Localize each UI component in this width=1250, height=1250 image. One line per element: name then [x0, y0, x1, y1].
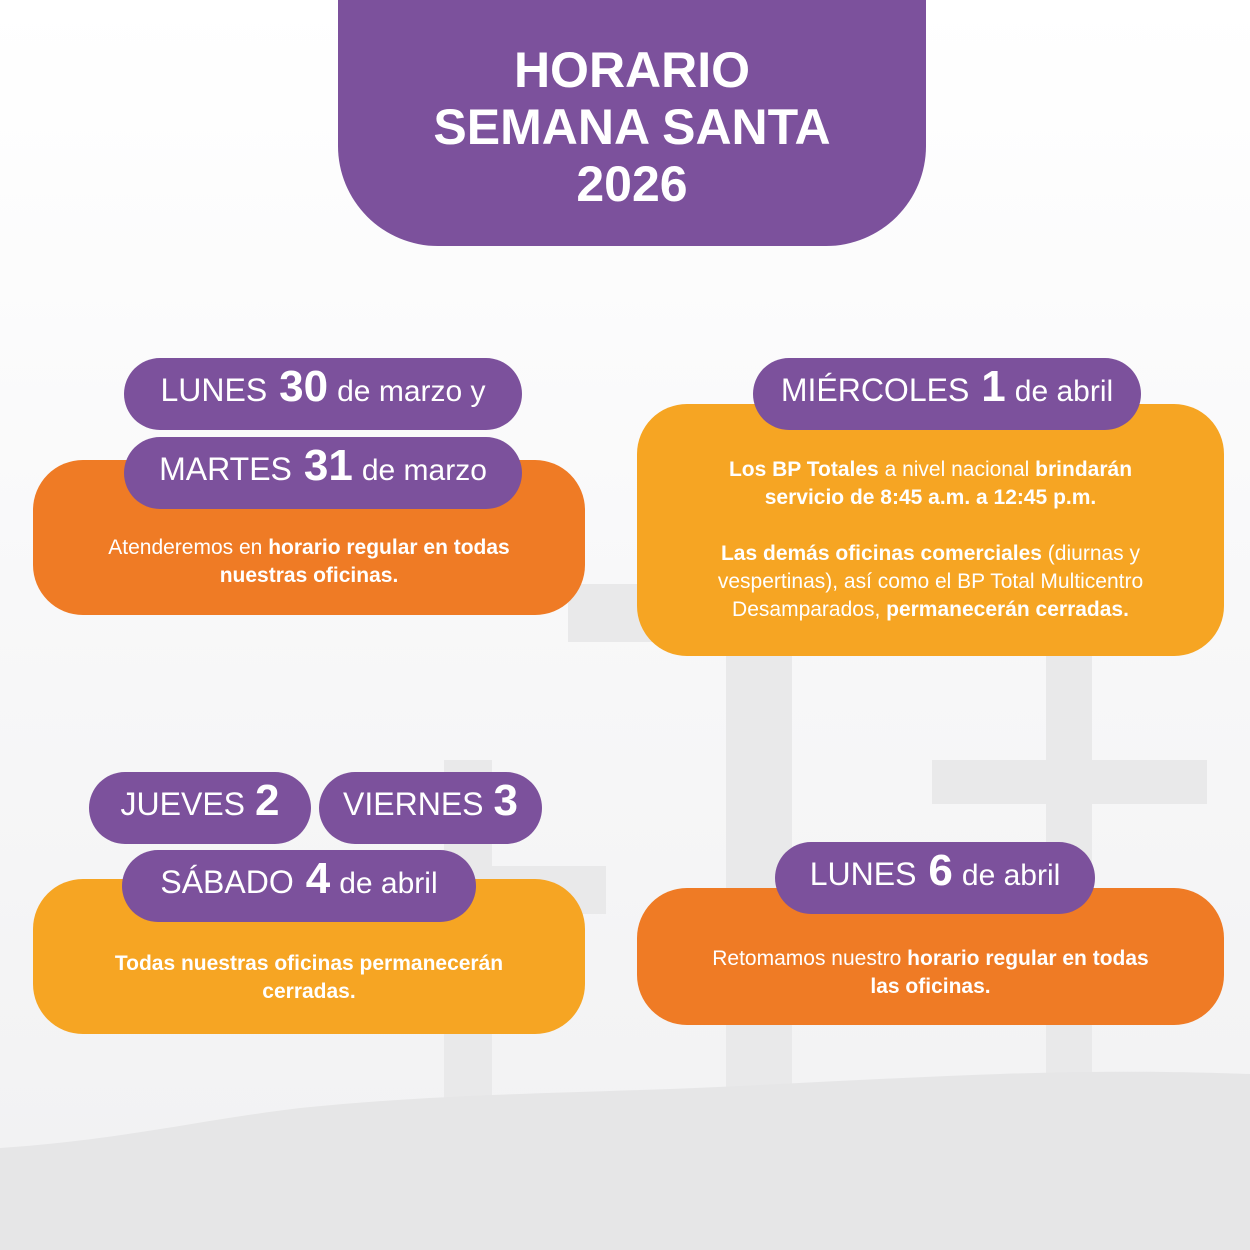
card-text — [93, 534, 525, 590]
card-text-regular: Atenderemos en — [108, 535, 269, 559]
date-pill-lunes-6 — [775, 842, 1095, 914]
pill-day: 1 — [981, 362, 1006, 411]
card-paragraph-1 — [689, 456, 1172, 512]
pill-weekday: SÁBADO — [160, 864, 294, 900]
page-title — [338, 0, 926, 246]
date-pill-martes-31 — [124, 437, 522, 509]
pill-suffix: de marzo — [361, 454, 487, 487]
card-text-bold: brindarán servicio de 8:45 a.m. a 12:45 p.m. — [764, 458, 1133, 509]
hill-decoration — [0, 1072, 1250, 1250]
pill-day: 6 — [928, 846, 953, 895]
date-pill-viernes-3 — [319, 772, 542, 844]
pill-day: 30 — [279, 362, 329, 411]
card-text-bold: Todas nuestras oficinas permanecerán cerradas. — [114, 951, 504, 1003]
pill-day: 4 — [305, 854, 331, 903]
pill-weekday: LUNES — [160, 372, 268, 408]
date-pill-jueves-2 — [89, 772, 311, 844]
pill-weekday: MIÉRCOLES — [780, 372, 970, 408]
card-text-bold: Las demás oficinas comerciales — [720, 542, 1042, 565]
pill-weekday: VIERNES — [343, 786, 484, 822]
pill-weekday: MARTES — [159, 451, 292, 487]
date-pill-lunes-30 — [124, 358, 522, 430]
pill-weekday: LUNES — [809, 856, 917, 892]
pill-suffix: de abril — [961, 859, 1061, 892]
card-paragraph-2 — [689, 540, 1172, 624]
card-text-bold: horario regular en todas las oficinas. — [870, 946, 1149, 998]
card-text-bold: horario regular en todas nuestras oficinas. — [219, 535, 510, 587]
pill-suffix: de abril — [339, 867, 438, 900]
card-text — [93, 950, 525, 1006]
pill-weekday: JUEVES — [120, 786, 245, 822]
title-line-1: HORARIO — [513, 41, 751, 98]
pill-day: 2 — [255, 776, 280, 825]
pill-day: 3 — [493, 776, 518, 825]
card-text-bold: permanecerán cerradas. — [886, 598, 1129, 621]
pill-suffix: de abril — [1014, 375, 1114, 408]
card-text-regular: a nivel nacional — [878, 458, 1036, 481]
card-text-bold: Los BP Totales — [728, 458, 879, 481]
date-pill-miercoles-1 — [753, 358, 1141, 430]
card-text — [697, 945, 1164, 1001]
title-line-3: 2026 — [576, 155, 688, 212]
card-text-regular: (diurnas y vespertinas), así como el BP Total Multicentro Desamparados, — [717, 542, 1144, 621]
pill-suffix: de marzo y — [337, 375, 486, 408]
pill-day: 31 — [303, 441, 353, 490]
title-line-2: SEMANA SANTA — [433, 98, 831, 155]
card-text-regular: Retomamos nuestro — [712, 946, 908, 970]
date-pill-sabado-4 — [122, 850, 476, 922]
card-miercoles — [637, 404, 1224, 656]
